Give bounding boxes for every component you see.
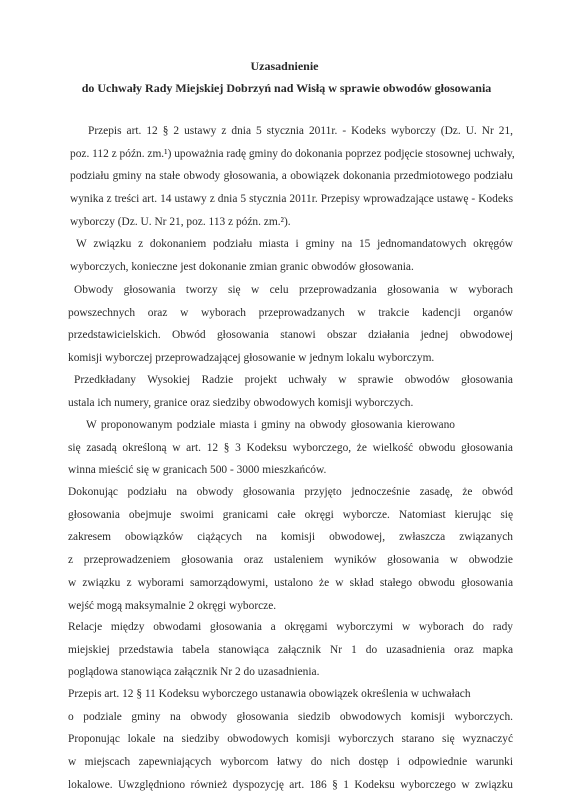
text-line: wejść mogą maksymalnie 2 okręgi wyborcze. <box>68 599 277 612</box>
text-line: poz. 112 z późn. zm.¹) upoważnia radę gminy do dokonania poprzez podjęcie stosownej uchwały, <box>70 147 515 160</box>
text-line: w związku z wyborami samorządowymi, ustalono że w skład stałego obwodu głosowania <box>68 576 513 589</box>
paragraph-relations <box>68 616 513 684</box>
text-line: Relacje między obwodami głosowania a okręgami wyborczymi w wyborach do rady <box>68 621 513 633</box>
text-line: W związku z dokonaniem podziału miasta i gminy na 15 jednomandatowych okręgów <box>76 238 513 250</box>
text-line: Proponując lokale na siedziby obwodowych komisji wyborczych starano się wyznaczyć <box>68 733 513 746</box>
text-line: z przeprowadzeniem głosowania oraz ustaleniem wyników głosowania w obwodzie <box>68 554 513 567</box>
text-line: podziału gminy na stałe obwody głosowania, a obowiązek dokonania przedmiotowego podziału <box>70 170 513 183</box>
document-title: Uzasadnienie <box>250 59 319 73</box>
text-line: poglądowa stanowiąca załącznik Nr 2 do uzasadnienia. <box>68 666 320 679</box>
text-line: lokalowe. Uwzględniono również dyspozycję art. 186 § 1 Kodeksu wyborczego w związku <box>68 778 513 791</box>
paragraph-project <box>68 369 513 414</box>
text-line: wyborczych, konieczne jest dokonanie zmian granic obwodów głosowania. <box>70 260 414 273</box>
text-line: o podziale gminy na obwody głosowania siedzib obwodowych komisji wyborczych. <box>68 710 513 723</box>
text-line: przedstawicielskich. Obwód głosowania stanowi obszar działania jednej obwodowej <box>68 329 513 342</box>
text-line: Obwody głosowania tworzy się w celu przeprowadzania głosowania w wyborach <box>74 284 513 296</box>
text-line: ustala ich numery, granice oraz siedziby obwodowych komisji wyborczych. <box>68 396 414 409</box>
text-line: komisji wyborczej przeprowadzającej głosowanie w jednym lokalu wyborczym. <box>68 352 435 365</box>
text-line: winna mieścić się w granicach 500 - 3000 mieszkańców. <box>68 464 327 477</box>
text-line: głosowania obejmuje swoimi granicami całe okręgi wyborcze. Natomiast kierując się <box>68 508 513 521</box>
paragraph-districts <box>70 233 513 278</box>
text-line: wyborczy (Dz. U. Nr 21, poz. 113 z późn. zm.²). <box>70 215 291 228</box>
paragraph-seats <box>68 683 513 797</box>
paragraph-purpose <box>68 279 513 370</box>
text-line: Przepis art. 12 § 2 ustawy z dnia 5 stycznia 2011r. - Kodeks wyborczy (Dz. U. Nr 21, <box>88 125 513 137</box>
text-line: miejskiej przedstawia tabela stanowiąca załącznik Nr 1 do uzasadnienia oraz mapka <box>68 643 513 656</box>
text-line: się zasadą określoną w art. 12 § 3 Kodeksu wyborczego, że wielkość obwodu głosowania <box>68 441 513 454</box>
text-line: W proponowanym podziale miasta i gminy na obwody głosowania kierowano <box>86 419 455 431</box>
text-line: Dokonując podziału na obwody głosowania przyjęto jednocześnie zasadę, że obwód <box>68 486 513 498</box>
paragraph-size-rule <box>68 414 513 482</box>
text-line: w miejscach zapewniających wyborcom łatwy do nich dostęp i odpowiednie warunki <box>68 756 513 769</box>
paragraph-division-principle <box>68 481 513 617</box>
text-line: zakresem obowiązków ciążących na komisji obwodowej, zwłaszcza związanych <box>68 531 513 544</box>
text-line: wynika z treści art. 14 ustawy z dnia 5 stycznia 2011r. Przepisy wprowadzające ustawę - Kodeks <box>70 193 513 206</box>
document-subtitle: do Uchwały Rady Miejskiej Dobrzyń nad Wisłą w sprawie obwodów głosowania <box>81 81 492 95</box>
text-line: Przepis art. 12 § 11 Kodeksu wyborczego ustanawia obowiązek określenia w uchwałach <box>68 688 471 700</box>
text-line: Przedkładany Wysokiej Radzie projekt uchwały w sprawie obwodów głosowania <box>74 374 513 386</box>
text-line: powszechnych oraz w wyborach przeprowadzanych w trakcie kadencji organów <box>68 306 513 319</box>
paragraph-legal-basis <box>70 120 513 234</box>
